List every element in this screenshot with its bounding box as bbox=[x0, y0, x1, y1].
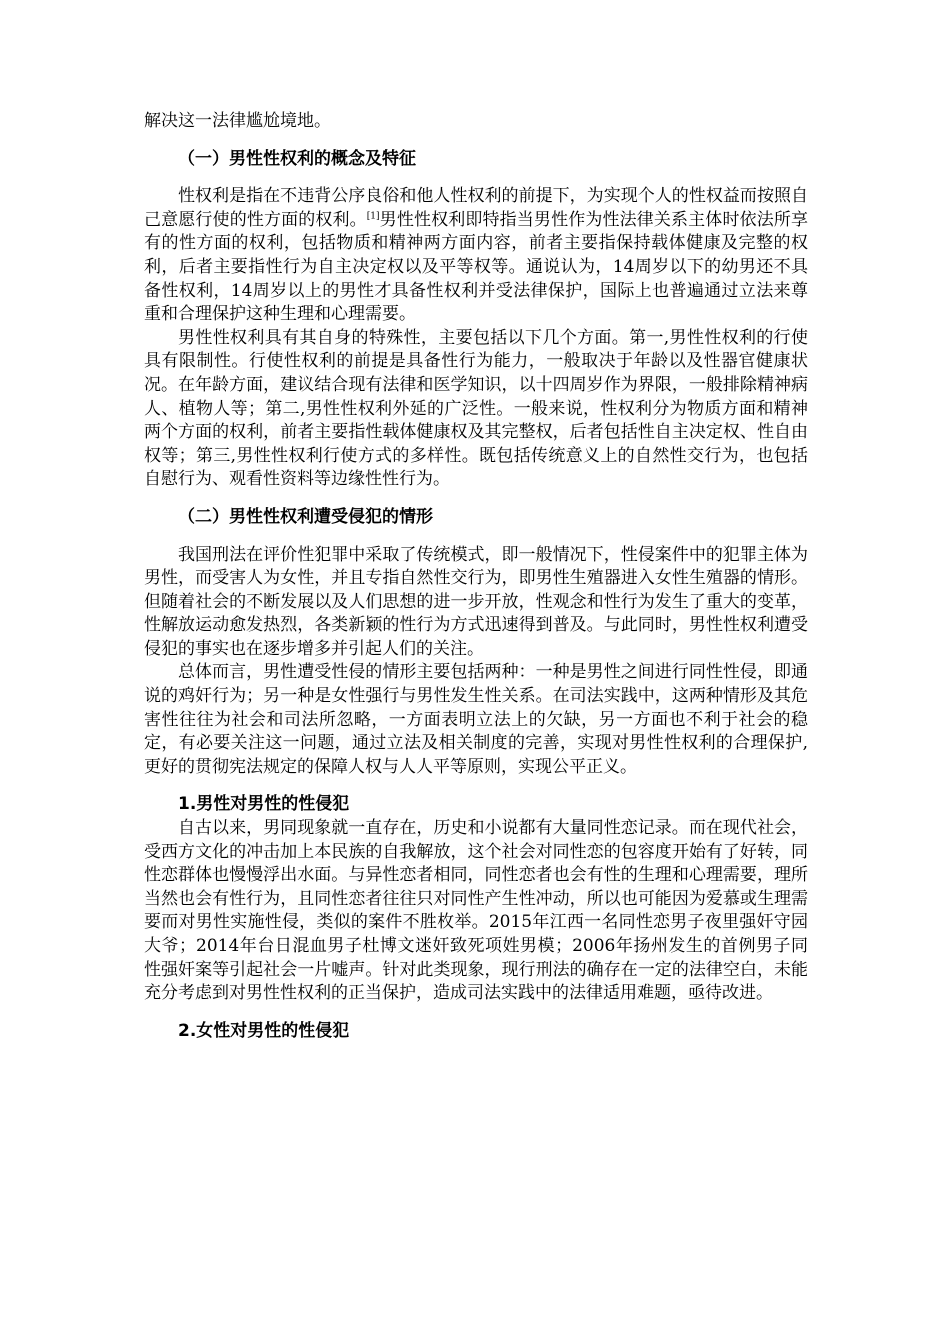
section1-paragraph-1-text-b: 男性性权利即特指当男性作为性法律关系主体时依法所享有的性方面的权利，包括物质和精神两方面内容，前者主要指保持载体健康及完整的权利，后者主要指性行为自主决定权以及平等权等。通说认为，14周岁以下的幼男还不具备性权利，14周岁以上的男性才具备性权利并受法律保护，国际上也普遍通过立法来尊重和合理保护这种生理和心理需要。 bbox=[144, 209, 808, 325]
citation-ref: [1] bbox=[366, 211, 380, 222]
section1-paragraph-1 bbox=[144, 185, 808, 327]
subsection-heading-1: 1.男性对男性的性侵犯 bbox=[178, 794, 350, 815]
document-page bbox=[144, 110, 808, 1043]
section-heading-2: （二）男性性权利遭受侵犯的情形 bbox=[178, 506, 433, 527]
section2-paragraph-1: 我国刑法在评价性犯罪中采取了传统模式，即一般情况下，性侵案件中的犯罪主体为男性，而受害人为女性，并且专指自然性交行为，即男性生殖器进入女性生殖器的情形。但随着社会的不断发展以及人们思想的进一步开放，性观念和性行为发生了重大的变革，性解放运动愈发热烈，各类新颖的性行为方式迅速得到普及。与此同时，男性性权利遭受侵犯的事实也在逐步增多并引起人们的关注。 bbox=[144, 544, 808, 659]
section1-paragraph-2: 男性性权利具有其自身的特殊性，主要包括以下几个方面。第一,男性性权利的行使具有限制性。行使性权利的前提是具备性行为能力，一般取决于年龄以及性器官健康状况。在年龄方面，建议结合现有法律和医学知识，以十四周岁作为界限，一般排除精神病人、植物人等；第二,男性性权利外延的广泛性。一般来说，性权利分为物质方面和精神两个方面的权利，前者主要指性载体健康权及其完整权，后者包括性自主决定权、性自由权等；第三,男性性权利行使方式的多样性。既包括传统意义上的自然性交行为，也包括自慰行为、观看性资料等边缘性性行为。 bbox=[144, 327, 808, 490]
intro-line: 解决这一法律尴尬境地。 bbox=[144, 111, 331, 131]
subsection1-paragraph-1: 自古以来，男同现象就一直存在，历史和小说都有大量同性恋记录。而在现代社会，受西方文化的冲击加上本民族的自我解放，这个社会对同性恋的包容度开始有了好转，同性恋群体也慢慢浮出水面。与异性恋者相同，同性恋者也会有性的生理和心理需要，理所当然也会有性行为，且同性恋者往往只对同性产生性冲动，所以也可能因为爱慕或生理需要而对男性实施性侵，类似的案件不胜枚举。2015年江西一名同性恋男子夜里强奸守园大爷；2014年台日混血男子杜博文迷奸致死项姓男模；2006年扬州发生的首例男子同性强奸案等引起社会一片嘘声。针对此类现象，现行刑法的确存在一定的法律空白，未能充分考虑到对男性性权利的正当保护，造成司法实践中的法律适用难题，亟待改进。 bbox=[144, 818, 808, 1004]
subsection-heading-2: 2.女性对男性的性侵犯 bbox=[178, 1020, 350, 1041]
section1-paragraph-1-text-a: 性权利是指在不违背公序良俗和他人性权利的前提下，为实现个人的性权益而按照自己意愿行使的性方面的权利。 bbox=[144, 186, 808, 230]
section2-paragraph-2: 总体而言，男性遭受性侵的情形主要包括两种：一种是男性之间进行同性性侵，即通说的鸡奸行为；另一种是女性强行与男性发生性关系。在司法实践中，这两种情形及其危害性往往为社会和司法所忽略，一方面表明立法上的欠缺，另一方面也不利于社会的稳定，有必要关注这一问题，通过立法及相关制度的完善，实现对男性性权利的合理保护,更好的贯彻宪法规定的保障人权与人人平等原则，实现公平正义。 bbox=[144, 662, 808, 777]
section-heading-1: （一）男性性权利的概念及特征 bbox=[178, 148, 416, 169]
